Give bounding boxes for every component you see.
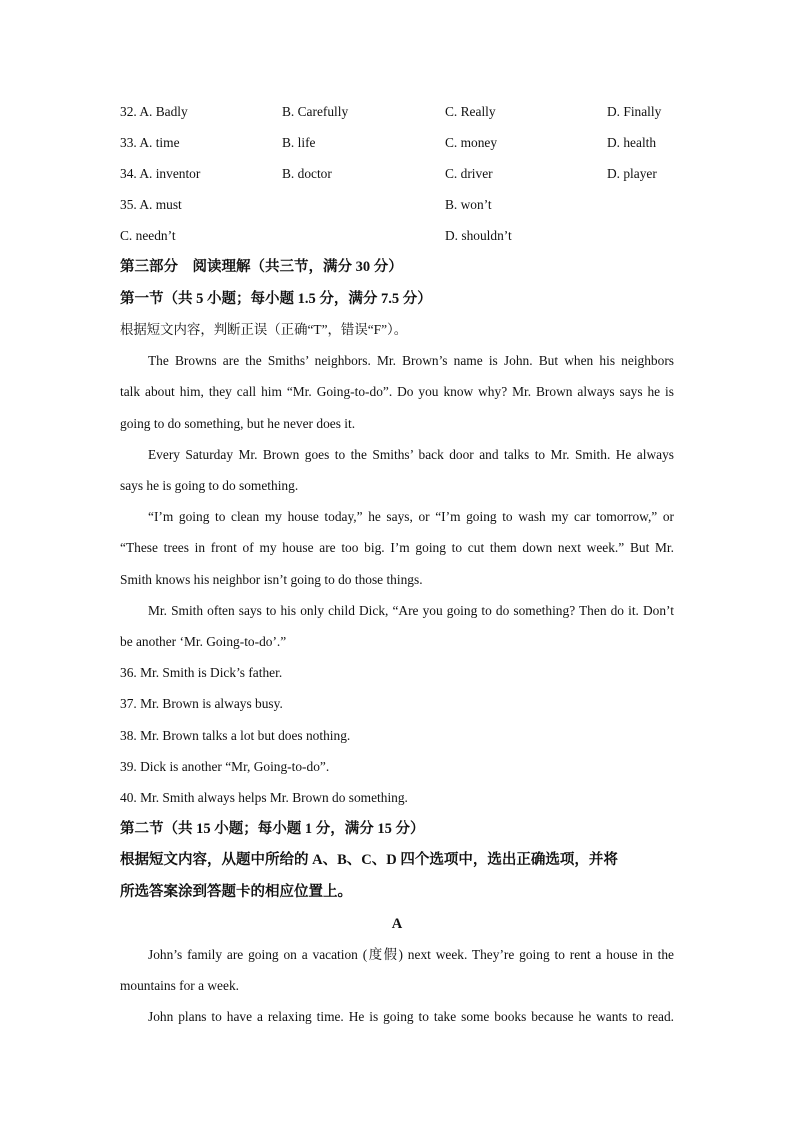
section2-instruction: 所选答案涂到答题卡的相应位置上。	[120, 884, 352, 900]
statement-39: 39. Dick is another “Mr, Going-to-do”.	[120, 759, 330, 774]
option-b: B. life	[282, 135, 316, 150]
passage-line: Mr. Smith often says to his only child Dick, “Are you going to do something? Then do it. Don’t	[148, 603, 674, 618]
option-a: 34. A. inventor	[120, 166, 201, 181]
option-c: C. driver	[445, 166, 493, 181]
passage-line: going to do something, but he never does it.	[120, 416, 356, 431]
option-d: D. player	[607, 166, 657, 181]
option-d: D. Finally	[607, 104, 662, 119]
option-c: C. Really	[445, 104, 496, 119]
option-b: B. Carefully	[282, 104, 349, 119]
option-a: 35. A. must	[120, 197, 182, 212]
option-c: C. needn’t	[120, 228, 176, 243]
section2-instruction: 根据短文内容，从题中所给的 A、B、C、D 四个选项中，选出正确选项，并将	[120, 852, 618, 868]
passage-a-label: A	[391, 916, 403, 932]
section1-heading: 第一节（共 5 小题；每小题 1.5 分，满分 7.5 分）	[120, 291, 432, 307]
passage-line: John plans to have a relaxing time. He is going to take some books because he wants to read.	[148, 1009, 674, 1024]
passage-line: talk about him, they call him “Mr. Going-to-do”. Do you know why? Mr. Brown always says he is	[120, 384, 674, 399]
passage-line: The Browns are the Smiths’ neighbors. Mr. Brown’s name is John. But when his neighbors	[148, 353, 674, 368]
option-c: C. money	[445, 135, 498, 150]
passage-line: “I’m going to clean my house today,” he says, or “I’m going to wash my car tomorrow,” or	[148, 509, 674, 524]
part3-heading: 第三部分 阅读理解（共三节，满分 30 分）	[120, 259, 403, 275]
option-a: 33. A. time	[120, 135, 180, 150]
passage-line: says he is going to do something.	[120, 478, 299, 493]
statement-36: 36. Mr. Smith is Dick’s father.	[120, 665, 283, 680]
passage-line: Smith knows his neighbor isn’t going to do those things.	[120, 572, 423, 587]
option-d: D. shouldn’t	[445, 228, 512, 243]
section2-heading: 第二节（共 15 小题；每小题 1 分，满分 15 分）	[120, 821, 425, 837]
option-b: B. won’t	[445, 197, 492, 212]
passage-line: mountains for a week.	[120, 978, 239, 993]
option-b: B. doctor	[282, 166, 332, 181]
statement-37: 37. Mr. Brown is always busy.	[120, 696, 283, 711]
passage-line: be another ‘Mr. Going-to-do’.”	[120, 634, 287, 649]
passage-line: Every Saturday Mr. Brown goes to the Smiths’ back door and talks to Mr. Smith. He always	[148, 447, 674, 462]
passage-line: “These trees in front of my house are too big. I’m going to cut them down next week.” But Mr.	[120, 540, 674, 555]
section1-instruction: 根据短文内容，判断正误（正确“T”，错误“F”）。	[120, 322, 408, 337]
option-a: 32. A. Badly	[120, 104, 188, 119]
passage-line: John’s family are going on a vacation (度假) next week. They’re going to rent a house in the	[148, 947, 674, 962]
statement-38: 38. Mr. Brown talks a lot but does nothing.	[120, 728, 351, 743]
option-d: D. health	[607, 135, 657, 150]
statement-40: 40. Mr. Smith always helps Mr. Brown do something.	[120, 790, 408, 805]
